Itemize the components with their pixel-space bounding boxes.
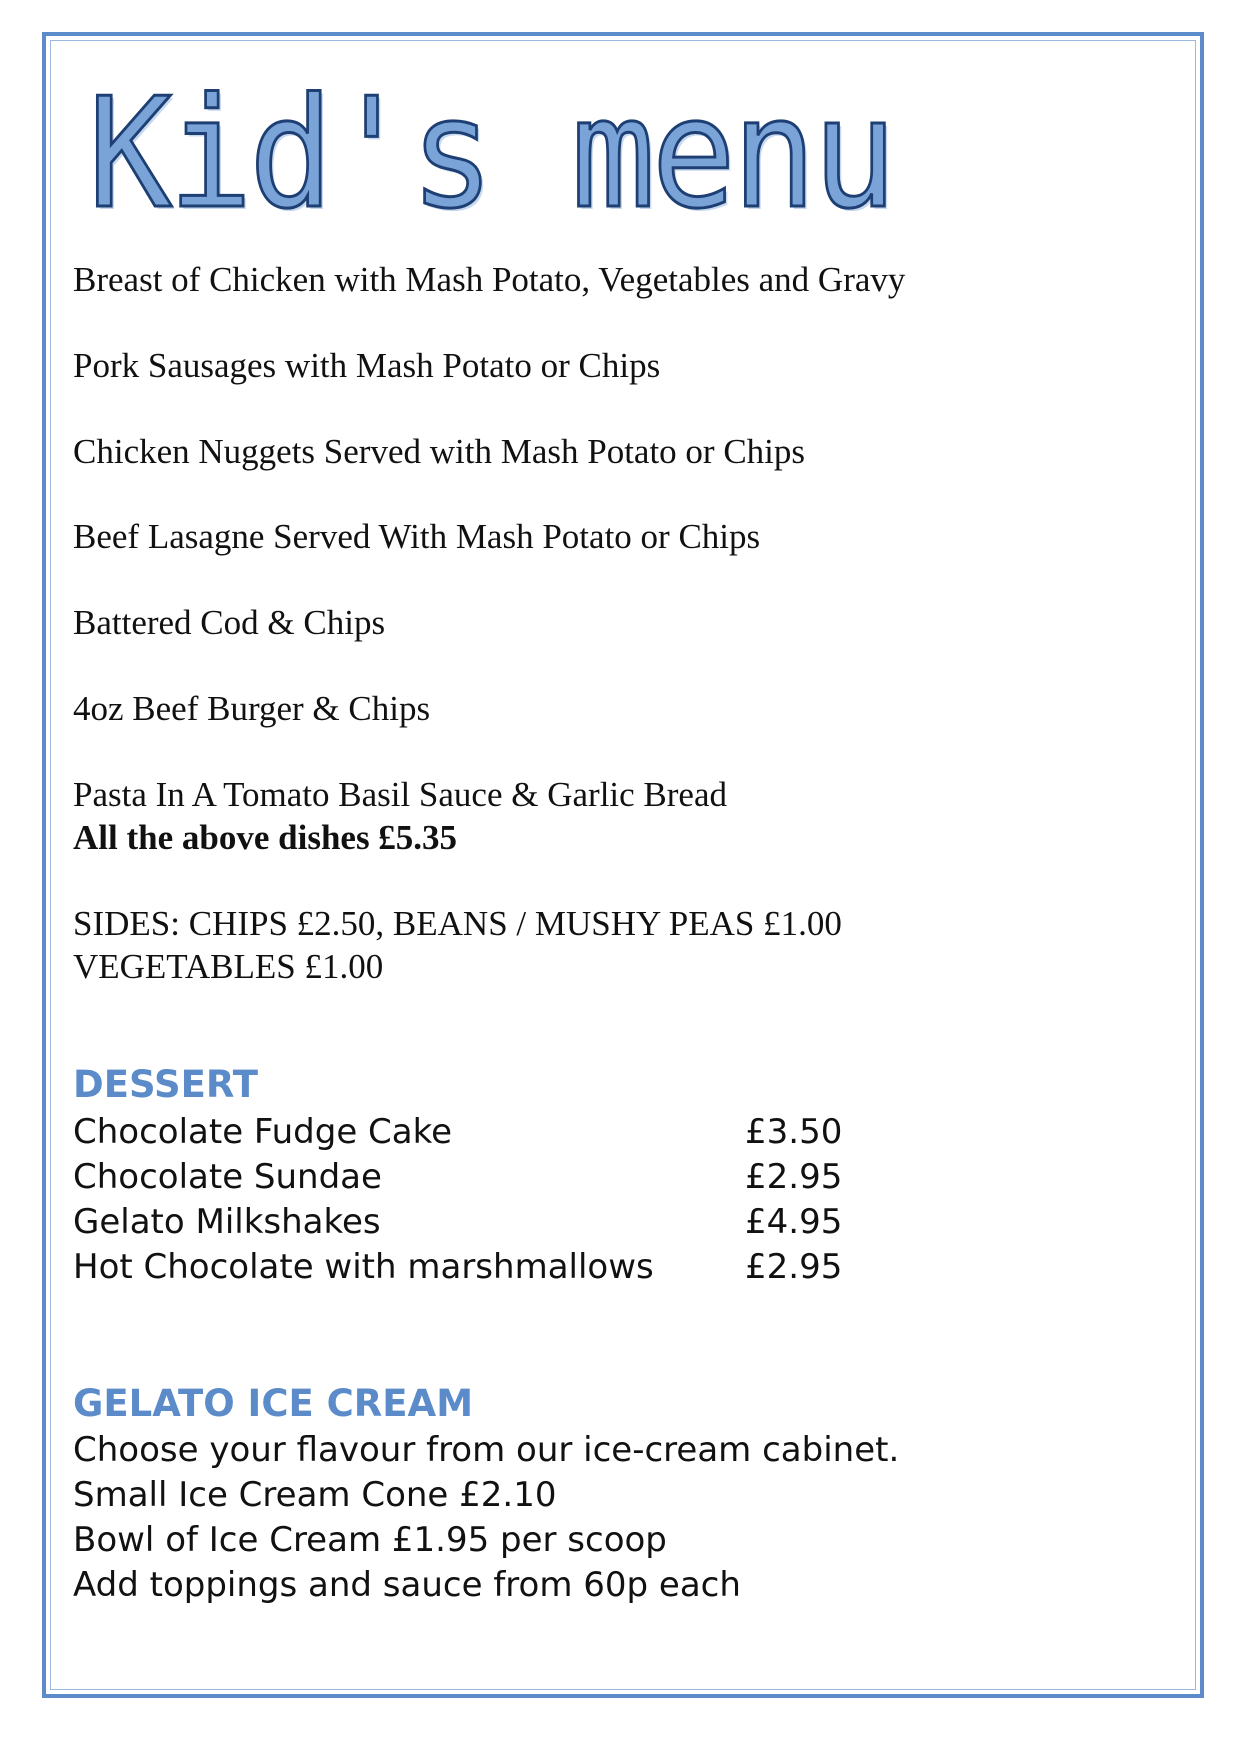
gelato-line: Bowl of Ice Cream £1.95 per scoop (73, 1520, 667, 1560)
dessert-item-name: Chocolate Sundae (73, 1157, 382, 1197)
gelato-heading: GELATO ICE CREAM (73, 1382, 474, 1425)
dessert-item-name: Hot Chocolate with marshmallows (73, 1247, 654, 1287)
gelato-line: Add toppings and sauce from 60p each (73, 1565, 741, 1605)
sides-line: SIDES: CHIPS £2.50, BEANS / MUSHY PEAS £1.00 (73, 904, 842, 943)
menu-item: Pork Sausages with Mash Potato or Chips (73, 346, 661, 385)
menu-item: Breast of Chicken with Mash Potato, Vegetables and Gravy (73, 260, 906, 299)
menu-item: 4oz Beef Burger & Chips (73, 689, 431, 728)
mains-price-note: All the above dishes £5.35 (73, 818, 458, 857)
gelato-line: Choose your flavour from our ice-cream cabinet. (73, 1430, 900, 1470)
dessert-item-name: Chocolate Fudge Cake (73, 1112, 453, 1152)
dessert-heading: DESSERT (73, 1063, 258, 1106)
dessert-item-price: £2.95 (745, 1247, 843, 1287)
menu-item: Beef Lasagne Served With Mash Potato or Chips (73, 517, 761, 556)
dessert-item-price: £4.95 (745, 1202, 843, 1242)
menu-item: Chicken Nuggets Served with Mash Potato or Chips (73, 432, 806, 471)
dessert-item-price: £2.95 (745, 1157, 843, 1197)
sides-line: VEGETABLES £1.00 (73, 947, 384, 986)
menu-item: Battered Cod & Chips (73, 603, 386, 642)
menu-item: Pasta In A Tomato Basil Sauce & Garlic Bread (73, 775, 727, 814)
menu-title: Kid's menu (88, 65, 894, 242)
dessert-item-name: Gelato Milkshakes (73, 1202, 381, 1242)
gelato-line: Small Ice Cream Cone £2.10 (73, 1475, 557, 1515)
dessert-item-price: £3.50 (745, 1112, 843, 1152)
